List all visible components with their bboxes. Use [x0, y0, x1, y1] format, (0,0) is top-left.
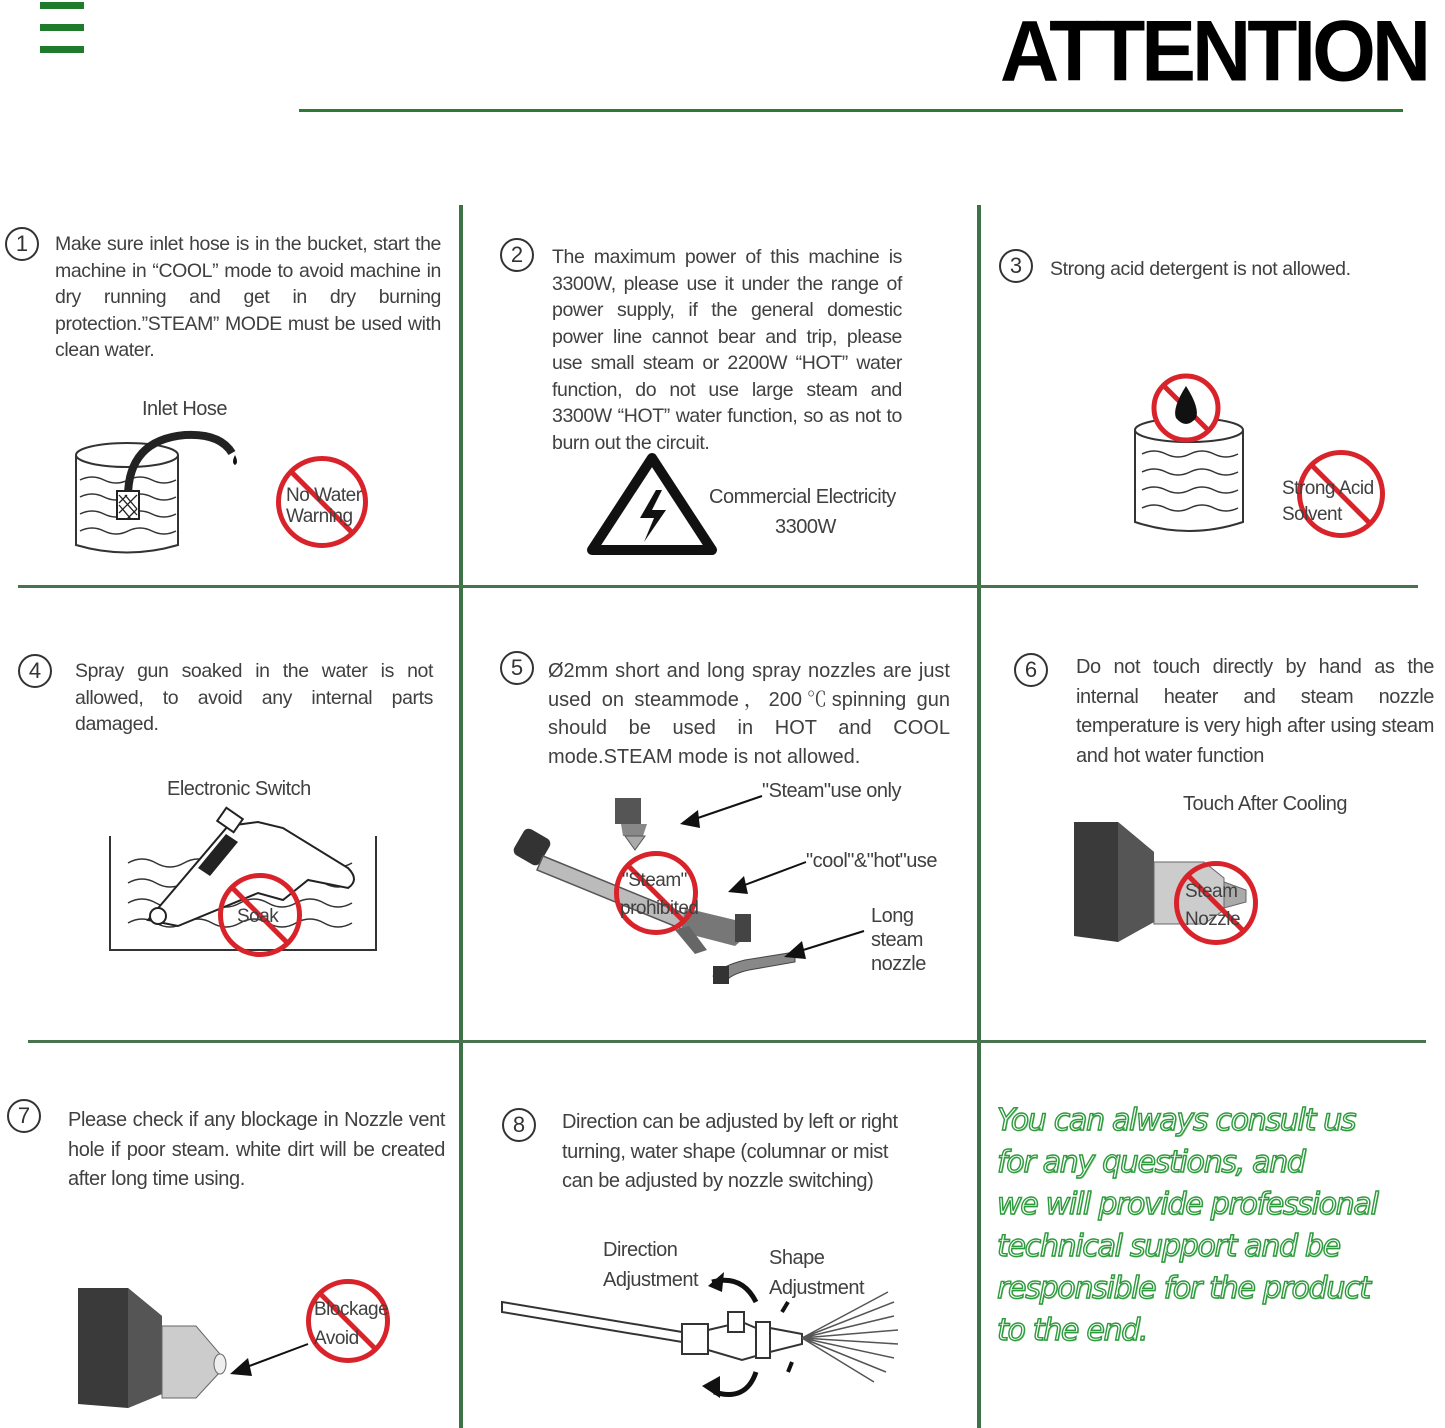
item-number: 8 — [502, 1108, 536, 1142]
title-underline — [299, 109, 1403, 112]
strong-acid-solvent-sign: Strong Acid Solvent — [1297, 450, 1385, 538]
long-steam-nozzle-label-line3: nozzle — [871, 953, 926, 975]
long-steam-nozzle-label-line2: steam — [871, 929, 923, 951]
grid-divider-vertical-1 — [459, 205, 463, 1428]
long-steam-nozzle-label-line1: Long — [871, 905, 914, 927]
item-number: 4 — [18, 654, 52, 688]
support-message-line: we will provide professional — [997, 1187, 1378, 1222]
support-message-line: to the end. — [997, 1313, 1148, 1348]
grid-divider-horizontal-2 — [28, 1040, 1426, 1043]
cool-hot-use-label: "cool"&"hot"use — [806, 850, 937, 872]
no-water-warning-sign: No Water Warning — [276, 456, 368, 548]
blockage-avoid-sign: Blockage Avoid — [306, 1279, 390, 1363]
electronic-switch-label: Electronic Switch — [167, 778, 311, 800]
support-message-line: You can always consult us — [997, 1103, 1356, 1138]
no-soak-sign: Soak — [218, 873, 302, 957]
commercial-electricity-label: Commercial Electricity — [709, 486, 896, 508]
high-voltage-warning-icon — [586, 452, 718, 556]
grid-divider-vertical-2 — [977, 205, 981, 1428]
item-number: 2 — [500, 238, 534, 272]
item-text: The maximum power of this machine is 3300W, please use it under the range of power supply, if the general domestic power line cannot bear and trip, please use small steam or 2200W “HOT” water function, do not use large steam and 3300W “HOT” water function, so as not to burn out the circuit. — [552, 246, 902, 454]
arrow-icon — [780, 925, 870, 965]
support-message-line: responsible for the product — [997, 1271, 1370, 1306]
bucket-with-hose-icon — [70, 425, 250, 560]
item-text: Direction can be adjusted by left or right turning, water shape (columnar or mist can be adjusted by nozzle switching) — [562, 1111, 898, 1192]
rotating-nozzle-icon — [502, 1272, 902, 1402]
item-number: 1 — [5, 227, 39, 261]
page-title: ATTENTION — [1000, 4, 1428, 100]
power-rating-label: 3300W — [775, 516, 836, 538]
item-text: Ø2mm short and long spray nozzles are just used on steammode，200℃spinning gun should be used in HOT and COOL mode.STEAM mode is not allowed. — [548, 660, 950, 768]
menu-bar-bottom — [40, 46, 84, 53]
item-text: Make sure inlet hose is in the bucket, start the machine in “COOL” mode to avoid machine in dry running and get in dry burning protection.”STEAM” MODE must be used with clean water. — [55, 233, 441, 361]
item-number: 5 — [500, 651, 534, 685]
item-number: 6 — [1014, 653, 1048, 687]
steam-use-only-label: "Steam"use only — [762, 780, 901, 802]
item-number: 3 — [999, 249, 1033, 283]
shape-adjustment-label-line2: Adjustment — [769, 1277, 865, 1299]
touch-after-cooling-label: Touch After Cooling — [1183, 793, 1347, 815]
steam-prohibited-sign: "Steam" prohibited — [614, 851, 698, 935]
support-message — [997, 1100, 1445, 1352]
inlet-hose-label: Inlet Hose — [142, 398, 228, 420]
grid-divider-horizontal-1 — [18, 585, 1418, 588]
menu-bar-top — [40, 2, 84, 9]
menu-bar-middle — [40, 24, 84, 31]
item-text: Strong acid detergent is not allowed. — [1050, 258, 1351, 280]
direction-adjustment-label-line1: Direction — [603, 1239, 678, 1261]
steam-nozzle-sign: Steam Nozzle — [1174, 861, 1258, 945]
item-number: 7 — [7, 1099, 41, 1133]
item-text: Please check if any blockage in Nozzle vent hole if poor steam. white dirt will be created after long time using. — [68, 1109, 445, 1190]
support-message-line: technical support and be — [997, 1229, 1340, 1264]
shape-adjustment-label-line1: Shape — [769, 1247, 825, 1269]
item-text: Spray gun soaked in the water is not allowed, to avoid any internal parts damaged. — [75, 660, 433, 735]
direction-adjustment-label-line2: Adjustment — [603, 1269, 699, 1291]
item-text: Do not touch directly by hand as the internal heater and steam nozzle temperature is very high after using steam and hot water function — [1076, 656, 1434, 767]
support-message-line: for any questions, and — [997, 1145, 1305, 1180]
container-with-drop-icon — [1130, 372, 1250, 542]
